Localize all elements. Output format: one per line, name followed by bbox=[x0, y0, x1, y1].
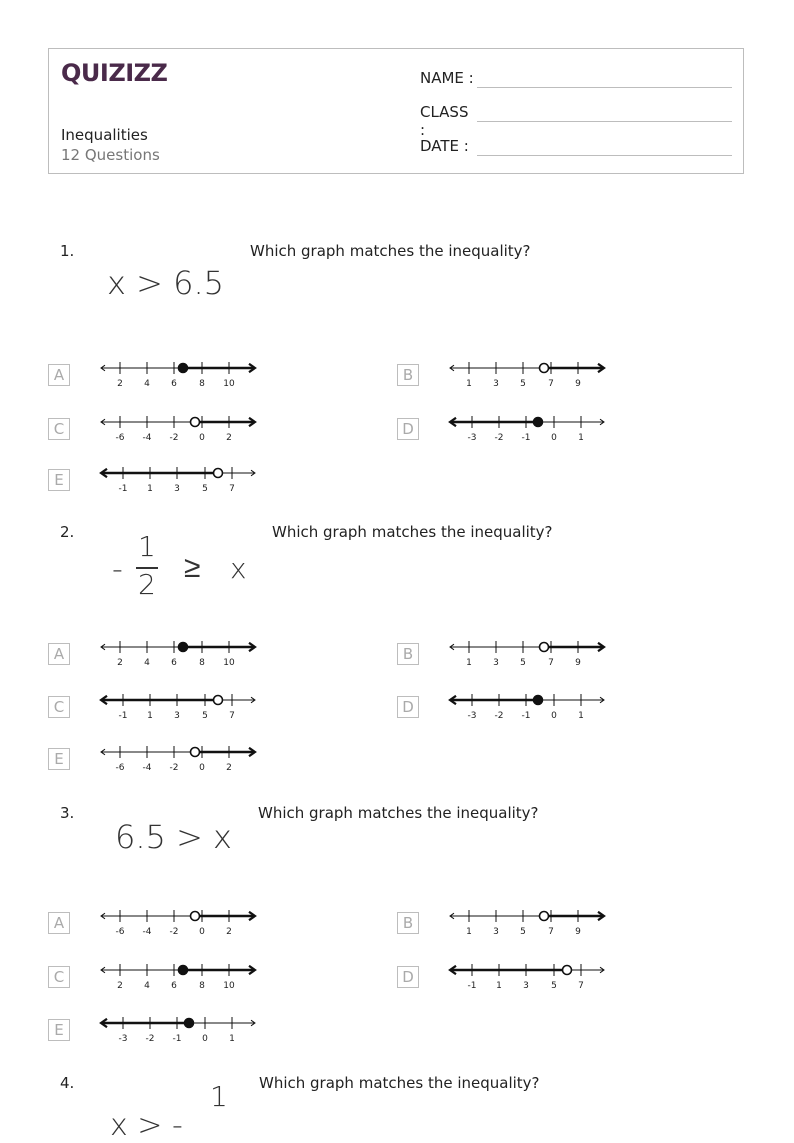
question-prompt: Which graph matches the inequality? bbox=[259, 1074, 540, 1092]
choice-e-number-line[interactable] bbox=[98, 744, 263, 774]
closed-endpoint bbox=[534, 418, 543, 427]
tick-label: 5 bbox=[551, 981, 557, 991]
open-endpoint bbox=[191, 748, 200, 757]
tick-label: 8 bbox=[199, 981, 205, 991]
tick-label: 0 bbox=[551, 711, 557, 721]
tick-label: -2 bbox=[169, 927, 179, 937]
tick-label: 5 bbox=[520, 927, 526, 937]
closed-endpoint bbox=[185, 1019, 194, 1028]
choice-a-number-line[interactable] bbox=[98, 639, 263, 669]
choice-c-letter[interactable]: C bbox=[48, 966, 70, 988]
tick-label: -2 bbox=[494, 433, 504, 443]
tick-label: -6 bbox=[115, 927, 125, 937]
tick-label: 10 bbox=[223, 658, 235, 668]
quizizz-logo: QUIZIZZ bbox=[61, 59, 168, 87]
open-endpoint bbox=[214, 696, 223, 705]
tick-label: 0 bbox=[202, 1034, 208, 1044]
tick-label: 1 bbox=[578, 433, 584, 443]
closed-endpoint bbox=[534, 696, 543, 705]
tick-label: 7 bbox=[578, 981, 584, 991]
tick-label: -4 bbox=[142, 927, 152, 937]
choice-d-number-line[interactable] bbox=[447, 414, 612, 444]
tick-label: -1 bbox=[172, 1034, 182, 1044]
tick-label: 7 bbox=[548, 927, 554, 937]
open-endpoint bbox=[540, 364, 549, 373]
choice-c-number-line[interactable] bbox=[98, 414, 263, 444]
inequality-expression: 6.5 > x bbox=[115, 818, 232, 856]
choice-c-letter[interactable]: C bbox=[48, 418, 70, 440]
tick-label: 1 bbox=[578, 711, 584, 721]
tick-label: -2 bbox=[169, 433, 179, 443]
choice-b-letter[interactable]: B bbox=[397, 364, 419, 386]
choice-a-letter[interactable]: A bbox=[48, 912, 70, 934]
name-label: NAME : bbox=[420, 69, 474, 87]
tick-label: 8 bbox=[199, 379, 205, 389]
tick-label: 2 bbox=[117, 981, 123, 991]
fraction-denominator: 2 bbox=[138, 568, 156, 601]
choice-c-number-line[interactable] bbox=[98, 692, 263, 722]
choice-b-letter[interactable]: B bbox=[397, 643, 419, 665]
tick-label: -1 bbox=[118, 484, 128, 494]
tick-label: 2 bbox=[226, 927, 232, 937]
tick-label: -1 bbox=[118, 711, 128, 721]
choice-b-letter[interactable]: B bbox=[397, 912, 419, 934]
tick-label: 0 bbox=[199, 763, 205, 773]
tick-label: 5 bbox=[202, 711, 208, 721]
question-count: 12 Questions bbox=[61, 146, 160, 164]
choice-c-letter[interactable]: C bbox=[48, 696, 70, 718]
choice-b-number-line[interactable] bbox=[447, 908, 612, 938]
choice-e-letter[interactable]: E bbox=[48, 748, 70, 770]
tick-label: -2 bbox=[494, 711, 504, 721]
choice-d-letter[interactable]: D bbox=[397, 696, 419, 718]
choice-e-letter[interactable]: E bbox=[48, 1019, 70, 1041]
tick-label: 9 bbox=[575, 658, 581, 668]
tick-label: 1 bbox=[466, 379, 472, 389]
tick-label: 10 bbox=[223, 379, 235, 389]
choice-b-number-line[interactable] bbox=[447, 639, 612, 669]
tick-label: 10 bbox=[223, 981, 235, 991]
tick-label: 1 bbox=[147, 711, 153, 721]
choice-e-number-line[interactable] bbox=[98, 465, 263, 495]
open-endpoint bbox=[563, 966, 572, 975]
question-prompt: Which graph matches the inequality? bbox=[250, 242, 531, 260]
date-label: DATE : bbox=[420, 137, 469, 155]
tick-label: 1 bbox=[496, 981, 502, 991]
tick-label: 6 bbox=[171, 658, 177, 668]
fraction-numerator: 1 bbox=[210, 1080, 228, 1113]
tick-label: 7 bbox=[229, 711, 235, 721]
closed-endpoint bbox=[179, 643, 188, 652]
worksheet-header bbox=[48, 48, 744, 174]
tick-label: 5 bbox=[202, 484, 208, 494]
tick-label: -1 bbox=[467, 981, 477, 991]
inequality-expression: - 1 2 ≥ x bbox=[112, 530, 247, 601]
open-endpoint bbox=[540, 912, 549, 921]
tick-label: -3 bbox=[467, 711, 477, 721]
question-number: 2. bbox=[60, 523, 75, 541]
tick-label: 4 bbox=[144, 379, 150, 389]
tick-label: 3 bbox=[493, 927, 499, 937]
tick-label: 7 bbox=[229, 484, 235, 494]
tick-label: 3 bbox=[174, 484, 180, 494]
question-prompt: Which graph matches the inequality? bbox=[258, 804, 539, 822]
tick-label: -1 bbox=[521, 433, 531, 443]
tick-label: 5 bbox=[520, 658, 526, 668]
tick-label: 3 bbox=[523, 981, 529, 991]
question-number: 3. bbox=[60, 804, 75, 822]
choice-e-letter[interactable]: E bbox=[48, 469, 70, 491]
tick-label: -6 bbox=[115, 433, 125, 443]
name-field[interactable] bbox=[420, 69, 478, 87]
tick-label: 0 bbox=[199, 433, 205, 443]
tick-label: -2 bbox=[169, 763, 179, 773]
class-field[interactable] bbox=[420, 103, 478, 139]
date-field[interactable] bbox=[420, 137, 478, 155]
open-endpoint bbox=[540, 643, 549, 652]
tick-label: 8 bbox=[199, 658, 205, 668]
tick-label: -6 bbox=[115, 763, 125, 773]
choice-c-number-line[interactable] bbox=[98, 962, 263, 992]
tick-label: 2 bbox=[117, 658, 123, 668]
question-number: 1. bbox=[60, 242, 75, 260]
choice-d-letter[interactable]: D bbox=[397, 966, 419, 988]
tick-label: 1 bbox=[229, 1034, 235, 1044]
choice-a-letter[interactable]: A bbox=[48, 364, 70, 386]
choice-d-letter[interactable]: D bbox=[397, 418, 419, 440]
tick-label: 1 bbox=[466, 927, 472, 937]
date-line[interactable] bbox=[477, 155, 732, 156]
tick-label: -3 bbox=[467, 433, 477, 443]
choice-a-number-line[interactable] bbox=[98, 908, 263, 938]
tick-label: -4 bbox=[142, 763, 152, 773]
tick-label: -1 bbox=[521, 711, 531, 721]
tick-label: -3 bbox=[118, 1034, 128, 1044]
open-endpoint bbox=[191, 418, 200, 427]
tick-label: 0 bbox=[199, 927, 205, 937]
tick-label: -4 bbox=[142, 433, 152, 443]
tick-label: 0 bbox=[551, 433, 557, 443]
tick-label: -2 bbox=[145, 1034, 155, 1044]
tick-label: 9 bbox=[575, 927, 581, 937]
tick-label: 6 bbox=[171, 981, 177, 991]
tick-label: 3 bbox=[493, 379, 499, 389]
tick-label: 2 bbox=[117, 379, 123, 389]
tick-label: 1 bbox=[466, 658, 472, 668]
class-line[interactable] bbox=[477, 121, 732, 122]
class-label: CLASS : bbox=[420, 103, 469, 139]
tick-label: 6 bbox=[171, 379, 177, 389]
choice-e-number-line[interactable] bbox=[98, 1015, 263, 1045]
tick-label: 3 bbox=[174, 711, 180, 721]
tick-label: 5 bbox=[520, 379, 526, 389]
tick-label: 2 bbox=[226, 433, 232, 443]
tick-label: 1 bbox=[147, 484, 153, 494]
tick-label: 4 bbox=[144, 658, 150, 668]
choice-d-number-line[interactable] bbox=[447, 692, 612, 722]
tick-label: 7 bbox=[548, 658, 554, 668]
choice-a-letter[interactable]: A bbox=[48, 643, 70, 665]
choice-a-number-line[interactable] bbox=[98, 360, 263, 390]
closed-endpoint bbox=[179, 966, 188, 975]
tick-label: 7 bbox=[548, 379, 554, 389]
question-number: 4. bbox=[60, 1074, 75, 1092]
question-prompt: Which graph matches the inequality? bbox=[272, 523, 553, 541]
choice-b-number-line[interactable] bbox=[447, 360, 612, 390]
tick-label: 3 bbox=[493, 658, 499, 668]
closed-endpoint bbox=[179, 364, 188, 373]
inequality-expression: x > 6.5 bbox=[107, 264, 224, 302]
tick-label: 4 bbox=[144, 981, 150, 991]
inequality-expression: x > - 1 bbox=[110, 1080, 228, 1143]
name-line[interactable] bbox=[477, 87, 732, 88]
choice-d-number-line[interactable] bbox=[447, 962, 612, 992]
open-endpoint bbox=[191, 912, 200, 921]
fraction-numerator: 1 bbox=[138, 530, 156, 563]
tick-label: 9 bbox=[575, 379, 581, 389]
tick-label: 2 bbox=[226, 763, 232, 773]
worksheet-title: Inequalities bbox=[61, 126, 148, 144]
open-endpoint bbox=[214, 469, 223, 478]
